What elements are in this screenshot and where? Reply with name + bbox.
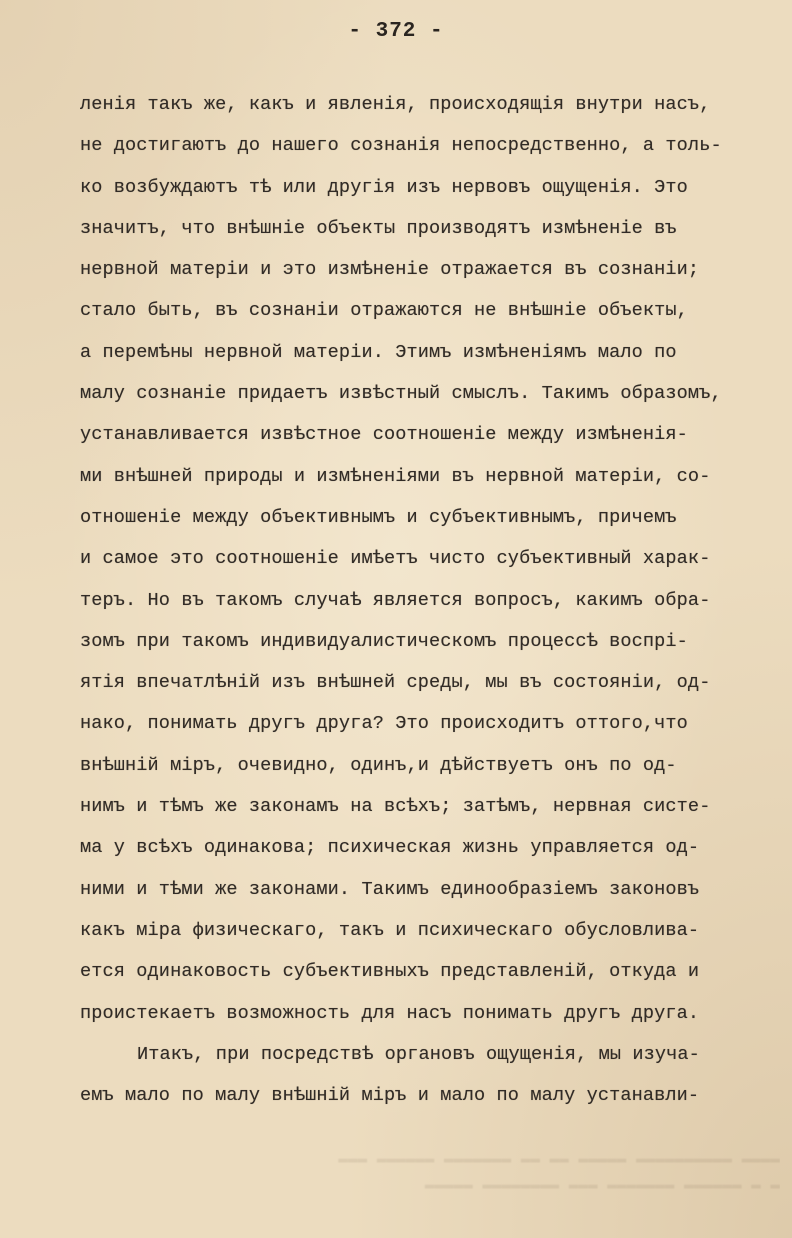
text-line: нако, понимать другъ друга? Это происходитъ оттого,что [80,713,688,735]
text-line: устанавливается извѣстное соотношеніе между измѣненія- [80,424,688,446]
text-line: какъ міра физическаго, такъ и психическаго обусловлива- [80,919,700,941]
text-line: емъ мало по малу внѣшній міръ и мало по малу устанавли- [80,1085,700,1107]
text-line: ленія такъ же, какъ и явленія, происходящія внутри насъ, [80,94,711,115]
body-text [80,84,792,1116]
text-line: малу сознаніе придаетъ извѣстный смыслъ. Такимъ образомъ, [80,383,722,405]
text-line: и самое это соотношеніе имѣетъ чисто субъективный харак- [80,548,711,570]
text-line: нимъ и тѣмъ же законамъ на всѣхъ; затѣмъ, нервная систе- [80,796,711,818]
bleed-through-line: ▬ ▬ ▬▬▬▬▬▬ ▬▬▬▬▬▬▬ ▬▬▬ ▬▬▬▬▬▬▬▬ ▬▬▬▬▬ [424,1176,780,1194]
page-number: - 372 - [348,20,444,43]
text-line: ятія впечатлѣній изъ внѣшней среды, мы въ состояніи, од- [80,672,711,694]
text-line: ко возбуждаютъ тѣ или другія изъ нервовъ ощущенія. Это [80,176,688,198]
text-line: зомъ при такомъ индивидуалистическомъ процессѣ воспрі- [80,630,688,652]
bleed-through-line: ▬▬▬▬ ▬▬▬▬▬▬▬▬▬▬ ▬▬▬▬▬ ▬▬ ▬▬ ▬▬▬▬▬▬▬ ▬▬▬▬▬▬ ▬▬▬ [338,1150,780,1168]
text-line: не достигаютъ до нашего сознанія непосредственно, а толь- [80,135,722,157]
text-line: отношеніе между объективнымъ и субъективнымъ, причемъ [80,506,677,528]
text-line: внѣшній міръ, очевидно, одинъ,и дѣйствуетъ онъ по од- [80,754,677,776]
text-line: ма у всѣхъ одинакова; психическая жизнь управляется од- [80,837,700,859]
text-line: значитъ, что внѣшніе объекты производятъ измѣненіе въ [80,217,677,239]
text-line: ется одинаковость субъективныхъ представленій, откуда и [80,961,700,983]
text-line: ми внѣшней природы и измѣненіями въ нервной матеріи, со- [80,465,711,487]
bleed-through-text [60,1146,780,1226]
text-line: а перемѣны нервной матеріи. Этимъ измѣненіямъ мало по [80,341,677,363]
text-line: стало быть, въ сознаніи отражаются не внѣшніе объекты, [80,300,688,322]
text-line: ними и тѣми же законами. Такимъ единообразіемъ законовъ [80,878,700,900]
text-line: теръ. Но въ такомъ случаѣ является вопросъ, какимъ обра- [80,589,711,611]
text-line: нервной матеріи и это измѣненіе отражается въ сознаніи; [80,259,700,281]
text-line: проистекаетъ возможность для насъ понимать другъ друга. [80,1002,700,1024]
paragraph-start-line: Итакъ, при посредствѣ органовъ ощущенія, мы изуча- [137,1043,700,1065]
